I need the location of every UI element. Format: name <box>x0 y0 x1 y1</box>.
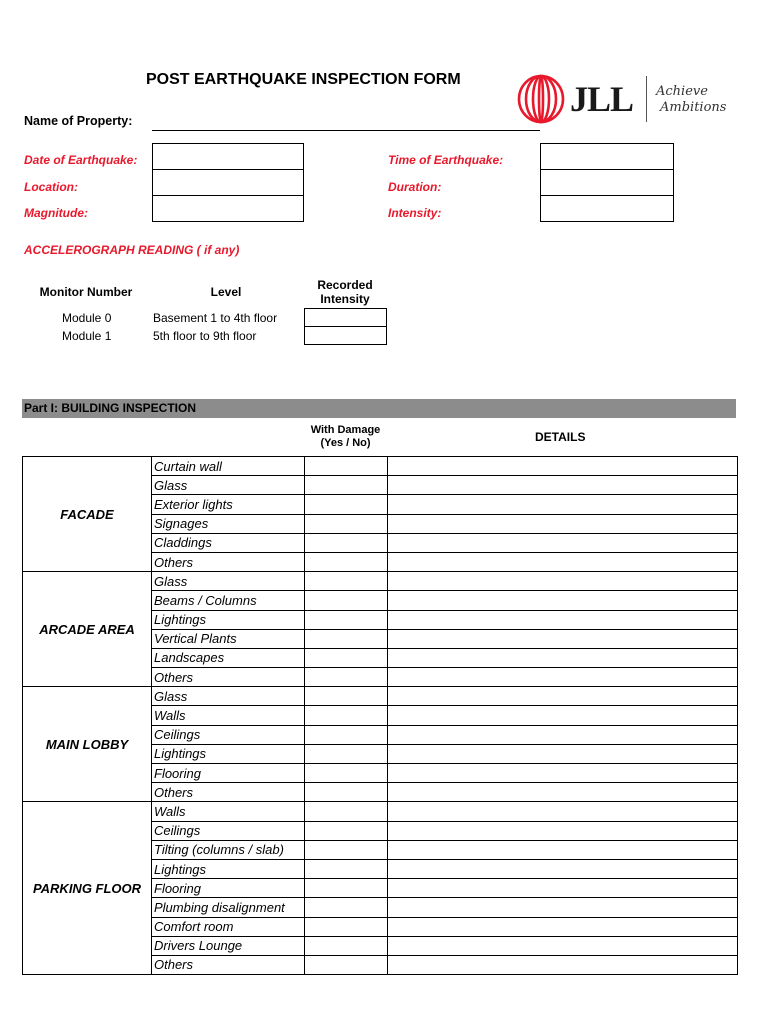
item-cell: Glass <box>152 687 305 706</box>
table-row <box>23 572 738 591</box>
duration-label: Duration: <box>388 180 442 194</box>
damage-field[interactable] <box>305 687 388 706</box>
item-cell: Others <box>152 783 305 802</box>
item-cell: Comfort room <box>152 917 305 936</box>
details-field[interactable] <box>388 917 738 936</box>
logo-tagline <box>656 84 726 116</box>
jll-logo-icon <box>516 74 566 124</box>
item-cell: Flooring <box>152 879 305 898</box>
col-level: Level <box>210 285 242 299</box>
details-field[interactable] <box>388 533 738 552</box>
tagline-line-2: Ambitions <box>660 100 727 115</box>
col-details: DETAILS <box>535 430 586 444</box>
time-label: Time of Earthquake: <box>388 153 504 167</box>
item-cell: Glass <box>152 476 305 495</box>
damage-field[interactable] <box>305 476 388 495</box>
item-cell: Flooring <box>152 764 305 783</box>
details-field[interactable] <box>388 591 738 610</box>
damage-field[interactable] <box>305 591 388 610</box>
time-field[interactable] <box>540 143 674 170</box>
details-field[interactable] <box>388 572 738 591</box>
item-cell: Lightings <box>152 859 305 878</box>
duration-field[interactable] <box>540 169 674 196</box>
level-module-1: 5th floor to 9th floor <box>153 329 257 343</box>
category-cell: ARCADE AREA <box>23 572 152 687</box>
date-field[interactable] <box>152 143 304 170</box>
details-field[interactable] <box>388 821 738 840</box>
item-cell: Glass <box>152 572 305 591</box>
date-label: Date of Earthquake: <box>24 153 138 167</box>
item-cell: Drivers Lounge <box>152 936 305 955</box>
details-field[interactable] <box>388 687 738 706</box>
details-field[interactable] <box>388 859 738 878</box>
damage-field[interactable] <box>305 840 388 859</box>
level-module-0: Basement 1 to 4th floor <box>153 311 278 325</box>
damage-field[interactable] <box>305 802 388 821</box>
category-cell: FACADE <box>23 457 152 572</box>
item-cell: Lightings <box>152 610 305 629</box>
part1-heading: Part I: BUILDING INSPECTION <box>22 399 736 418</box>
damage-field[interactable] <box>305 706 388 725</box>
damage-field[interactable] <box>305 859 388 878</box>
property-label: Name of Property: <box>24 114 133 128</box>
details-field[interactable] <box>388 457 738 476</box>
category-cell: MAIN LOBBY <box>23 687 152 802</box>
details-field[interactable] <box>388 495 738 514</box>
item-cell: Curtain wall <box>152 457 305 476</box>
details-field[interactable] <box>388 955 738 974</box>
item-cell: Tilting (columns / slab) <box>152 840 305 859</box>
damage-field[interactable] <box>305 629 388 648</box>
damage-field[interactable] <box>305 648 388 667</box>
monitor-module-0: Module 0 <box>62 311 112 325</box>
category-cell: PARKING FLOOR <box>23 802 152 975</box>
item-cell: Others <box>152 552 305 571</box>
details-field[interactable] <box>388 648 738 667</box>
logo-divider <box>646 76 647 122</box>
item-cell: Walls <box>152 706 305 725</box>
details-field[interactable] <box>388 936 738 955</box>
details-field[interactable] <box>388 514 738 533</box>
damage-field[interactable] <box>305 572 388 591</box>
intensity-module-1-field[interactable] <box>304 326 387 345</box>
details-field[interactable] <box>388 802 738 821</box>
item-cell: Walls <box>152 802 305 821</box>
item-cell: Vertical Plants <box>152 629 305 648</box>
item-cell: Claddings <box>152 533 305 552</box>
damage-field[interactable] <box>305 552 388 571</box>
magnitude-field[interactable] <box>152 195 304 222</box>
damage-field[interactable] <box>305 764 388 783</box>
damage-field[interactable] <box>305 725 388 744</box>
details-field[interactable] <box>388 610 738 629</box>
damage-field[interactable] <box>305 610 388 629</box>
details-field[interactable] <box>388 629 738 648</box>
col-recorded-line-1: Recorded <box>317 278 373 292</box>
details-field[interactable] <box>388 725 738 744</box>
inspection-table <box>22 456 738 975</box>
col-damage-line-2: (Yes / No) <box>320 437 371 449</box>
damage-field[interactable] <box>305 936 388 955</box>
tagline-line-1: Achieve <box>656 84 708 99</box>
location-field[interactable] <box>152 169 304 196</box>
details-field[interactable] <box>388 744 738 763</box>
damage-field[interactable] <box>305 821 388 840</box>
page-title: POST EARTHQUAKE INSPECTION FORM <box>146 71 461 88</box>
damage-field[interactable] <box>305 457 388 476</box>
damage-field[interactable] <box>305 495 388 514</box>
item-cell: Ceilings <box>152 821 305 840</box>
intensity-label: Intensity: <box>388 206 442 220</box>
location-label: Location: <box>24 180 78 194</box>
logo-text: JLL <box>570 79 634 119</box>
col-monitor-number: Monitor Number <box>39 285 133 299</box>
damage-field[interactable] <box>305 744 388 763</box>
magnitude-label: Magnitude: <box>24 206 88 220</box>
details-field[interactable] <box>388 668 738 687</box>
monitor-module-1: Module 1 <box>62 329 112 343</box>
table-row <box>23 457 738 476</box>
details-field[interactable] <box>388 552 738 571</box>
col-recorded-line-2: Intensity <box>320 292 370 306</box>
item-cell: Exterior lights <box>152 495 305 514</box>
item-cell: Landscapes <box>152 648 305 667</box>
item-cell: Beams / Columns <box>152 591 305 610</box>
details-field[interactable] <box>388 879 738 898</box>
item-cell: Signages <box>152 514 305 533</box>
col-damage-line-1: With Damage <box>310 424 381 436</box>
damage-field[interactable] <box>305 879 388 898</box>
details-field[interactable] <box>388 898 738 917</box>
damage-field[interactable] <box>305 898 388 917</box>
details-field[interactable] <box>388 476 738 495</box>
table-row <box>23 687 738 706</box>
property-field[interactable] <box>152 130 540 131</box>
details-field[interactable] <box>388 706 738 725</box>
item-cell: Plumbing disalignment <box>152 898 305 917</box>
damage-field[interactable] <box>305 514 388 533</box>
table-row <box>23 802 738 821</box>
item-cell: Others <box>152 668 305 687</box>
damage-field[interactable] <box>305 955 388 974</box>
details-field[interactable] <box>388 840 738 859</box>
damage-field[interactable] <box>305 533 388 552</box>
damage-field[interactable] <box>305 668 388 687</box>
col-recorded-intensity <box>304 278 386 306</box>
item-cell: Others <box>152 955 305 974</box>
item-cell: Lightings <box>152 744 305 763</box>
item-cell: Ceilings <box>152 725 305 744</box>
intensity-field[interactable] <box>540 195 674 222</box>
intensity-module-0-field[interactable] <box>304 308 387 327</box>
damage-field[interactable] <box>305 917 388 936</box>
details-field[interactable] <box>388 764 738 783</box>
col-with-damage <box>304 424 387 450</box>
details-field[interactable] <box>388 783 738 802</box>
accelerograph-heading: ACCELEROGRAPH READING ( if any) <box>24 243 240 257</box>
damage-field[interactable] <box>305 783 388 802</box>
